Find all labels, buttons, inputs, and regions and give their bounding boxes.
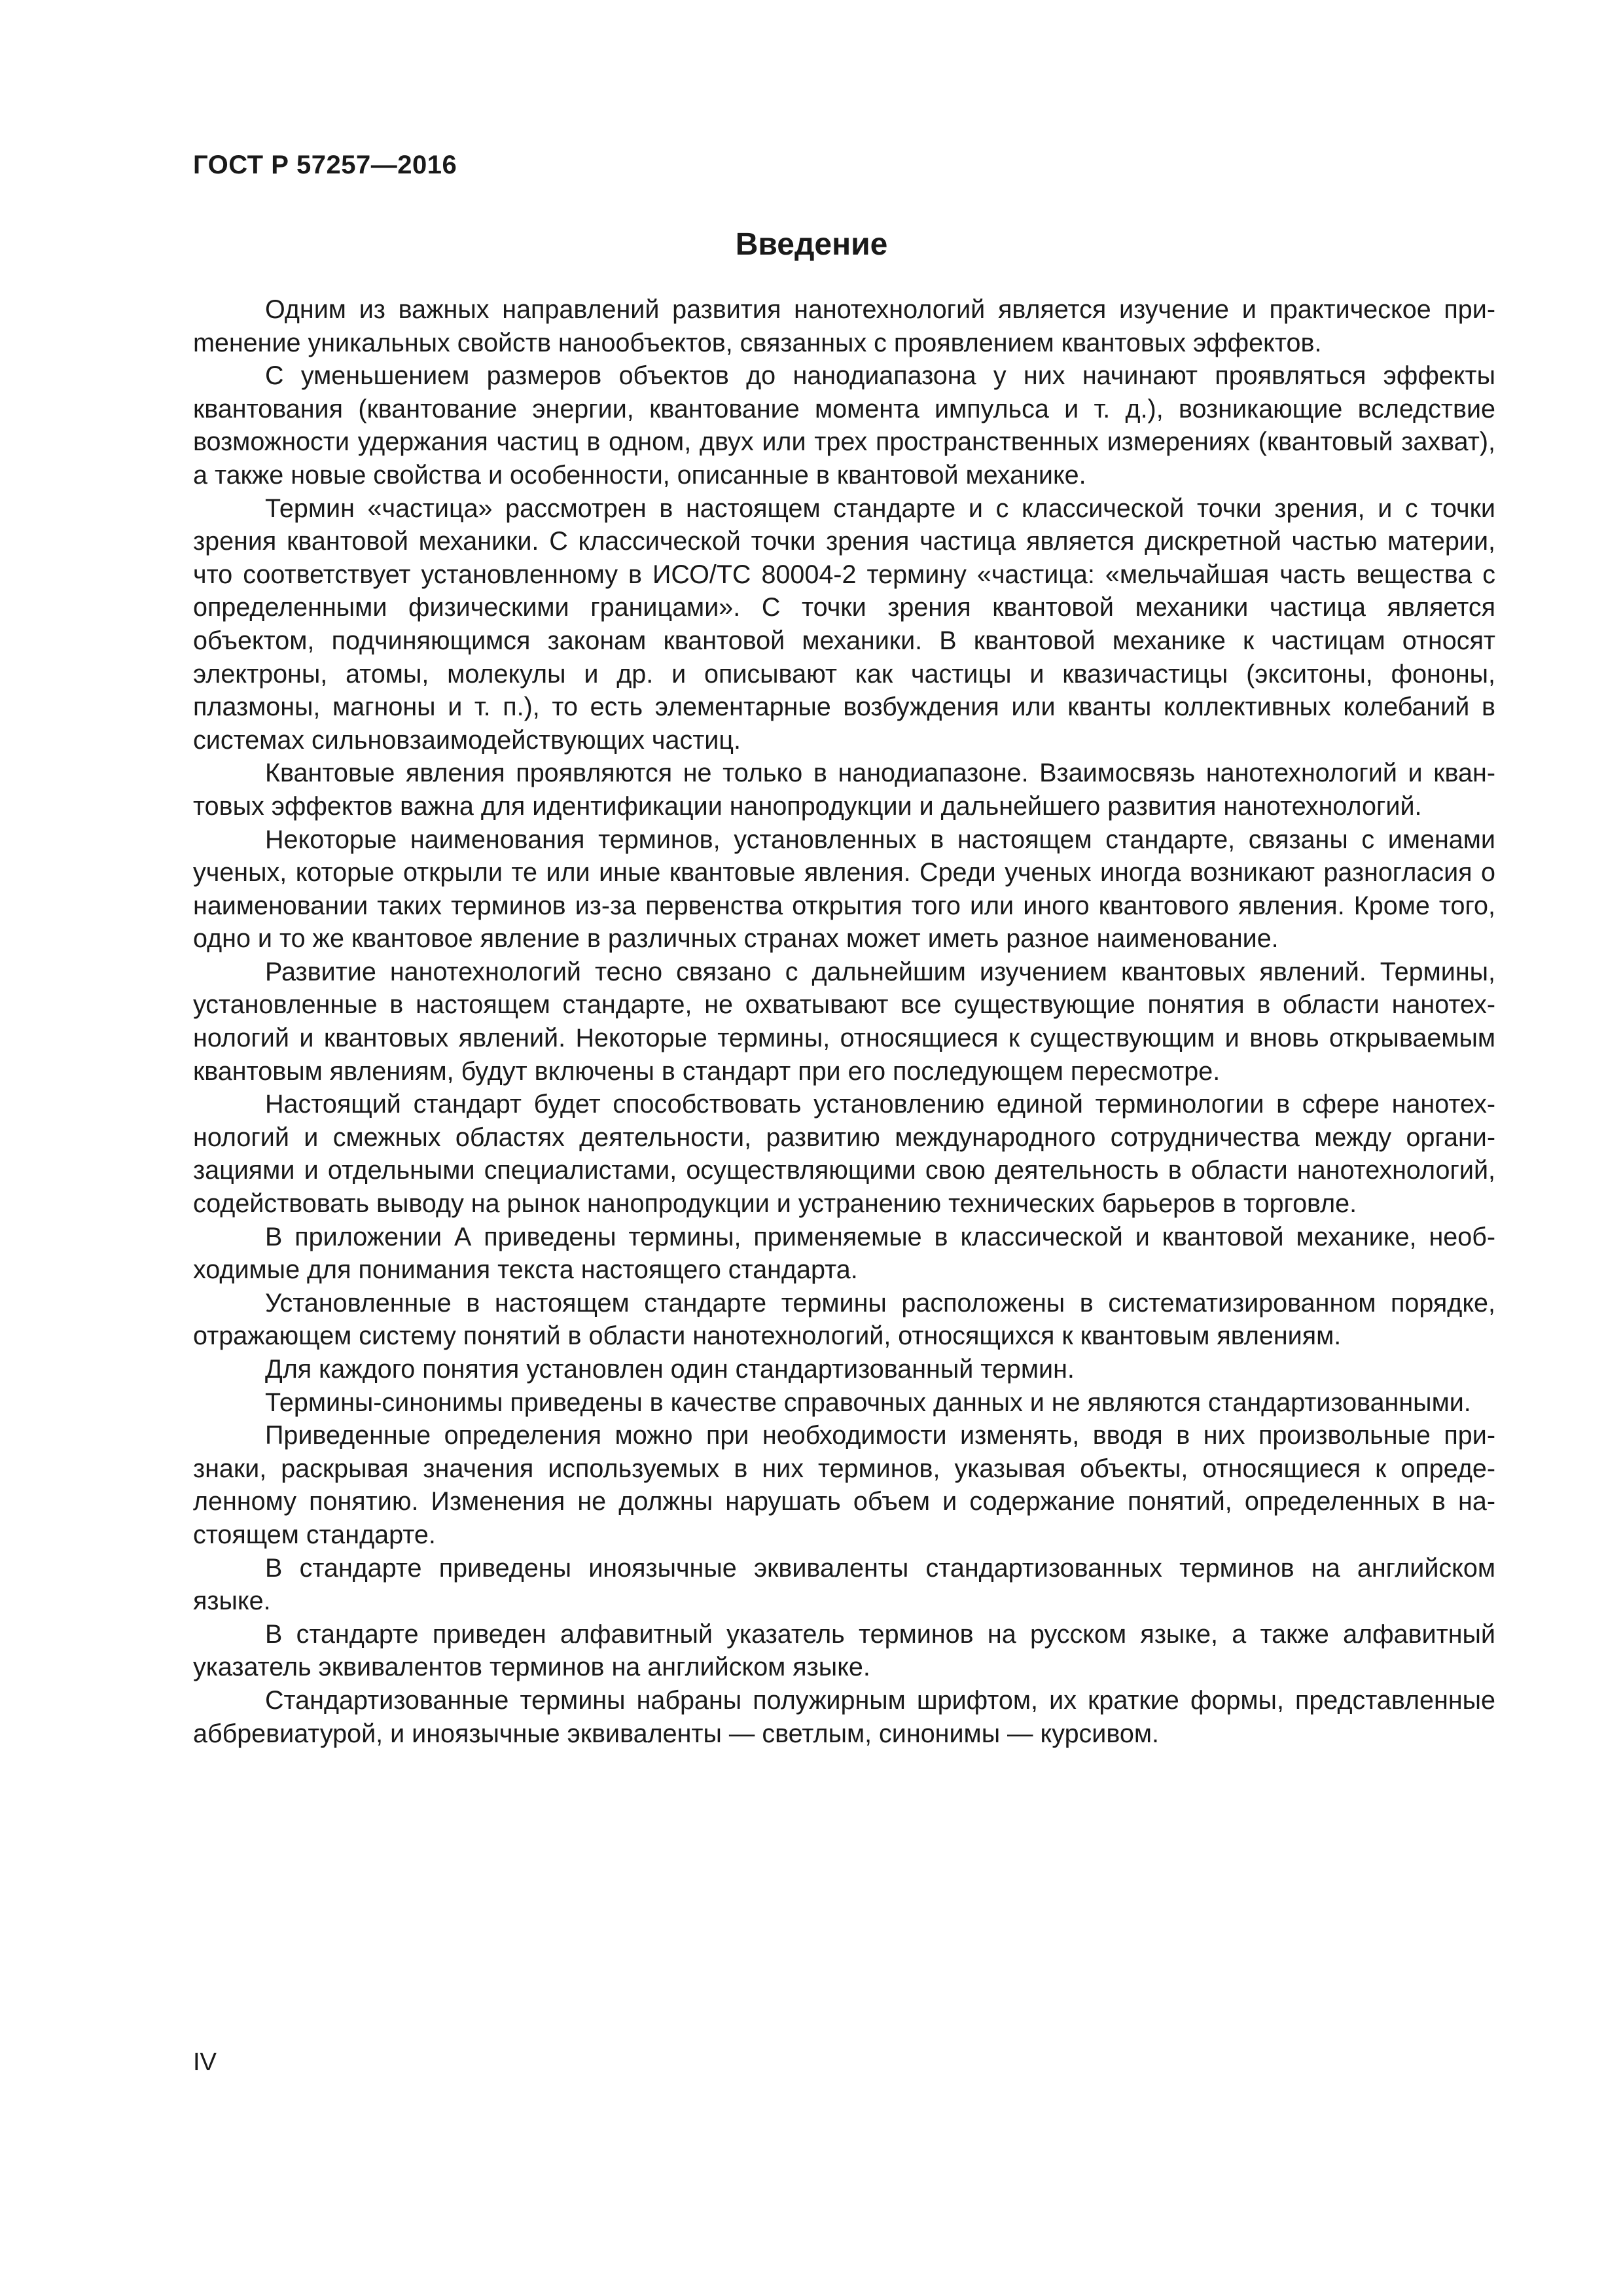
paragraph: Стандартизованные термины набраны полужирным шрифтом, их краткие формы, представленные аббревиатурой, и иноязычные эквиваленты — светлым, синонимы — курсивом. [193,1685,1495,1748]
paragraph: Термин «частица» рассмотрен в настоящем стандарте и с классической точки зрения, и с точки зрения квантовой механики. С классической точки зрения частица является дискретной частью материи, что соответствует установленному в ИСО/ТС 80004-2 термину «частица: «мельчайшая часть вещества с определенными физическими границами». С точки зрения квантовой механики частица является объектом, подчиняющимся законам квантовой механики. В квантовой механике к частицам относят электроны, атомы, молекулы и др. и описывают как частицы и квазичастицы (экситоны, фононы, плазмоны, магноны и т. п.), то есть элементарные возбуждения или кванты коллективных колебаний в системах сильновзаимодействующих частиц. [193,493,1495,755]
paragraph: В приложении А приведены термины, применяемые в классической и квантовой механике, необходимые для понимания текста настоящего стандарта. [193,1222,1495,1285]
page-number: IV [193,2049,217,2076]
paragraph: В стандарте приведены иноязычные эквиваленты стандартизованных терминов на английском языке. [193,1553,1495,1616]
paragraph: Одним из важных направлений развития нанотехнологий является изучение и практическое приmенение уникальных свойств нанообъектов, связанных с проявлением квантовых эффектов. [193,295,1495,357]
paragraph: Термины-синонимы приведены в качестве справочных данных и не являются стандартизованными. [265,1388,1471,1417]
paragraph: Настоящий стандарт будет способствовать установлению единой терминологии в сфере нанотехнологий и смежных областях деятельности, развитию международного сотрудничества между организациями и отдельными специалистами, осуществляющими свою деятельность в области нанотехнологий, содействовать выводу на рынок нанопродукции и устранению технических барьеров в торговле. [193,1090,1495,1219]
paragraph: Некоторые наименования терминов, установленных в настоящем стандарте, связаны с именами ученых, которые открыли те или иные квантовые явления. Среди ученых иногда возникают разногласия о наименовании таких терминов из-за первенства открытия того или иного квантового явления. Кроме того, одно и то же квантовое явление в различных странах может иметь разное наименование. [193,825,1495,954]
section-title: Введение [735,227,888,262]
paragraph: Установленные в настоящем стандарте термины расположены в систематизированном порядке, отражающем систему понятий в области нанотехнологий, относящихся к квантовым явлениям. [193,1288,1495,1351]
introduction-body [193,293,1495,1750]
document-code-header: ГОСТ Р 57257—2016 [193,151,457,179]
paragraph: Квантовые явления проявляются не только в нанодиапазоне. Взаимосвязь нанотехнологий и квантовых эффектов важна для идентификации нанопродукции и дальнейшего развития нанотехнологий. [193,759,1495,821]
paragraph: В стандарте приведен алфавитный указатель терминов на русском языке, а также алфавитный указатель эквивалентов терминов на английском языке. [193,1619,1495,1682]
paragraph: Приведенные определения можно при необходимости изменять, вводя в них произвольные признаки, раскрывая значения используемых в них терминов, указывая объекты, относящиеся к определенному понятию. Изменения не должны нарушать объем и содержание понятий, определенных в настоящем стандарте. [193,1421,1495,1549]
paragraph: Для каждого понятия установлен один стандартизованный термин. [265,1355,1075,1384]
paragraph: С уменьшением размеров объектов до нанодиапазона у них начинают проявляться эффекты квантования (квантование энергии, квантование момента импульса и т. д.), возникающие вследствие возможности удержания частиц в одном, двух или трех пространственных измерениях (квантовый захват), а также новые свойства и особенности, описанные в квантовой механике. [193,361,1495,490]
paragraph: Развитие нанотехнологий тесно связано с дальнейшим изучением квантовых явлений. Термины, установленные в настоящем стандарте, не охватывают все существующие понятия в области нанотехнологий и квантовых явлений. Некоторые термины, относящиеся к существующим и вновь открываемым квантовым явлениям, будут включены в стандарт при его последующем пересмотре. [193,957,1495,1086]
